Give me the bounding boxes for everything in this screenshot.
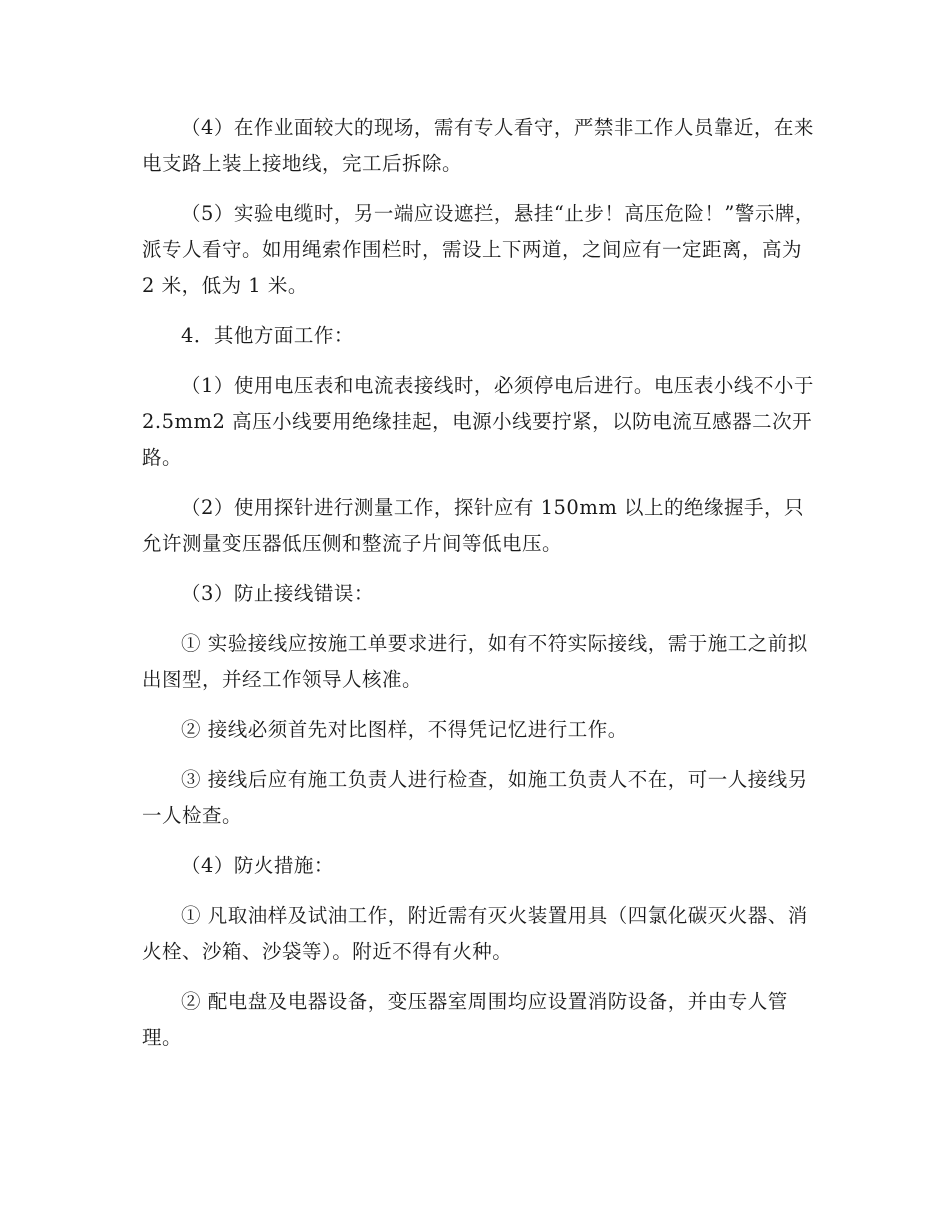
list-item-wiring-3: ③ 接线后应有施工负责人进行检查，如施工负责人不在，可一人接线另一人检查。 [142, 768, 808, 827]
paragraph-meter-wiring: （1）使用电压表和电流表接线时，必须停电后进行。电压表小线不小于 2.5mm2 高压小线要用绝缘挂起，电源小线要拧紧，以防电流互感器二次开路。 [142, 374, 814, 469]
list-item-fire-2: ② 配电盘及电器设备，变压器室周围均应设置消防设备，并由专人管理。 [142, 990, 788, 1049]
paragraph-cable-test: （5）实验电缆时，另一端应设遮拦，悬挂“止步！高压危险！”警示牌，派专人看守。如用绳索作围栏时，需设上下两道，之间应有一定距离，高为 2 米，低为 1 米。 [142, 202, 815, 297]
paragraph-site-guard: （4）在作业面较大的现场，需有专人看守，严禁非工作人员靠近，在来电支路上装上接地线，完工后拆除。 [142, 116, 814, 175]
subheading-wiring-errors: （3）防止接线错误： [181, 582, 374, 605]
paragraph-probe-measurement: （2）使用探针进行测量工作，探针应有 150mm 以上的绝缘握手，只允许测量变压器低压侧和整流子片间等低电压。 [142, 496, 805, 555]
section-heading-other-work: 4．其他方面工作： [181, 324, 354, 347]
list-item-fire-1: ① 凡取油样及试油工作，附近需有灭火装置用具（四氯化碳灭火器、消火栓、沙箱、沙袋等）。附近不得有火种。 [142, 904, 808, 963]
subheading-fire-prevention: （4）防火措施： [181, 854, 334, 877]
list-item-wiring-2: ② 接线必须首先对比图样，不得凭记忆进行工作。 [181, 718, 628, 741]
list-item-wiring-1: ① 实验接线应按施工单要求进行，如有不符实际接线，需于施工之前拟出图型，并经工作领导人核准。 [142, 632, 808, 691]
